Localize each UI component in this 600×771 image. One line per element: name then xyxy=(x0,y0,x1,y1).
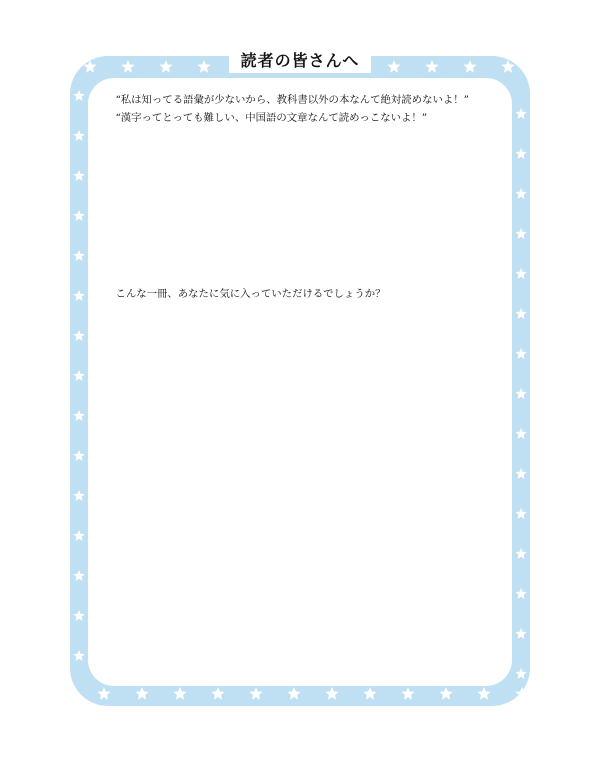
star-icon xyxy=(73,290,84,301)
star-icon xyxy=(515,468,526,479)
star-icon xyxy=(73,250,84,261)
star-icon xyxy=(73,370,84,381)
star-icon xyxy=(211,687,224,700)
preface-paragraph xyxy=(104,145,500,163)
star-icon xyxy=(135,687,148,700)
star-icon xyxy=(73,210,84,221)
star-icon xyxy=(515,388,526,399)
star-icon xyxy=(515,268,526,279)
star-icon xyxy=(515,548,526,559)
star-icon xyxy=(515,228,526,239)
star-icon xyxy=(439,687,452,700)
star-icon xyxy=(477,687,490,700)
star-icon xyxy=(515,588,526,599)
star-icon xyxy=(515,348,526,359)
star-icon xyxy=(325,687,338,700)
star-icon xyxy=(73,410,84,421)
star-icon xyxy=(73,650,84,661)
star-icon xyxy=(173,687,186,700)
star-icon xyxy=(515,108,526,119)
title-wrapper xyxy=(0,46,600,73)
star-icon xyxy=(249,687,262,700)
preface-paragraph xyxy=(104,127,500,145)
preface-paragraph xyxy=(104,268,500,286)
star-icon xyxy=(515,668,526,679)
star-icon xyxy=(401,687,414,700)
star-icon xyxy=(97,687,110,700)
star-icon xyxy=(515,428,526,439)
preface-paragraph xyxy=(104,180,500,198)
preface-paragraph xyxy=(104,233,500,251)
preface-paragraph xyxy=(104,215,500,233)
star-icon xyxy=(73,610,84,621)
star-icon xyxy=(73,90,84,101)
preface-body xyxy=(104,92,500,303)
page-title: 読者の皆さんへ xyxy=(229,46,372,73)
star-icon xyxy=(73,330,84,341)
star-icon xyxy=(515,188,526,199)
star-icon xyxy=(73,170,84,181)
star-icon xyxy=(515,628,526,639)
star-icon xyxy=(73,490,84,501)
preface-paragraph: “私は知ってる語彙が少ないから、教科書以外の本なんて絶対読めないよ！” xyxy=(115,94,469,106)
star-icon xyxy=(73,450,84,461)
preface-paragraph xyxy=(104,198,500,216)
star-icon xyxy=(515,508,526,519)
star-icon xyxy=(287,687,300,700)
preface-paragraph: こんな一冊、あなたに気に入っていただけるでしょうか？ xyxy=(115,287,386,300)
preface-paragraph xyxy=(104,162,500,180)
star-icon xyxy=(515,687,528,700)
star-icon xyxy=(363,687,376,700)
preface-paragraph: “漢字ってとっても難しい、中国語の文章なんて読めっこないよ！” xyxy=(115,111,428,124)
star-icon xyxy=(73,530,84,541)
star-icon xyxy=(73,130,84,141)
star-icon xyxy=(515,148,526,159)
star-icon xyxy=(515,308,526,319)
star-icon xyxy=(73,570,84,581)
preface-paragraph xyxy=(104,250,500,268)
